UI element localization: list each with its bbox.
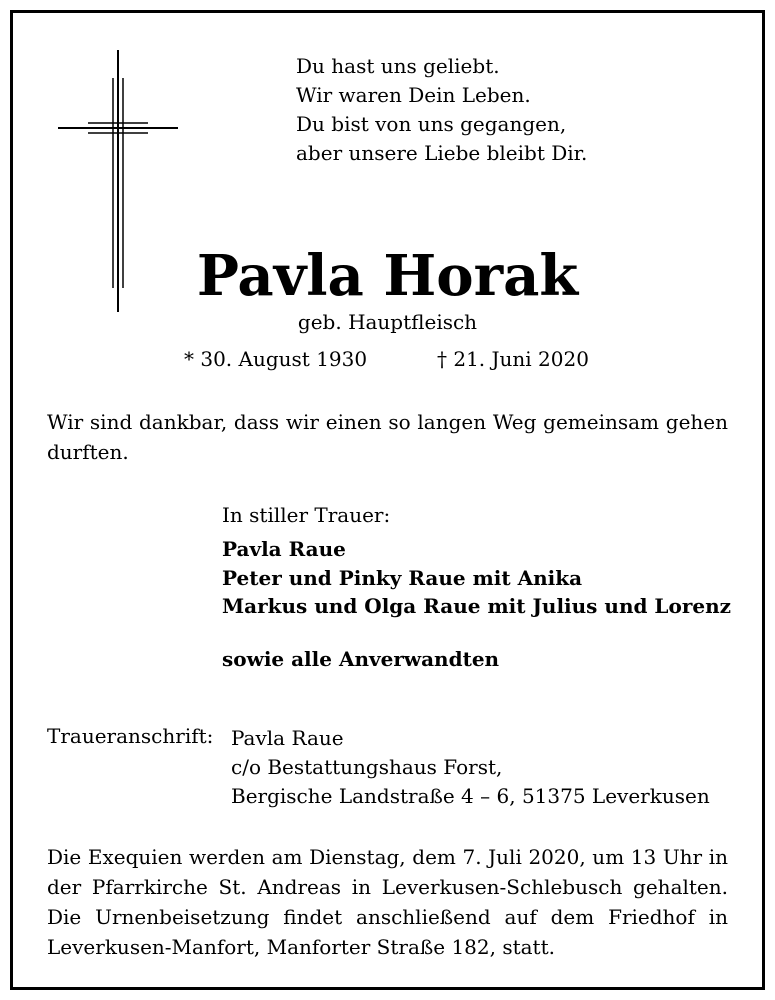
gratitude-text: Wir sind dankbar, dass wir einen so langen Weg gemeinsam gehen durften. — [47, 410, 728, 464]
mourner-name: Pavla Raue — [222, 537, 346, 561]
service-text: Die Exequien werden am Dienstag, dem 7. Juli 2020, um 13 Uhr in der Pfarrkirche St. Andreas in Leverkusen-Schlebusch gehalten. Die Urnenbeisetzung findet anschließend auf dem Friedhof in Leverkusen-Manfort, Manforter Straße 182, statt. — [47, 845, 728, 959]
deceased-name: Pavla Horak — [196, 243, 579, 309]
poem-line: Du hast uns geliebt. — [296, 54, 500, 78]
birth-name: geb. Hauptfleisch — [297, 310, 478, 334]
mourning-address — [231, 724, 710, 811]
poem-line: Du bist von uns gegangen, — [296, 112, 567, 136]
mourner-name: Markus und Olga Raue mit Julius und Lorenz — [222, 594, 731, 618]
address-line: Pavla Raue — [231, 726, 344, 750]
birth-date: * 30. August 1930 — [184, 347, 368, 371]
death-date: † 21. Juni 2020 — [437, 347, 589, 371]
mourner-name: Peter und Pinky Raue mit Anika — [222, 566, 583, 590]
address-line: Bergische Landstraße 4 – 6, 51375 Leverkusen — [231, 784, 710, 808]
relatives-line: sowie alle Anverwandten — [222, 647, 500, 671]
poem-line: Wir waren Dein Leben. — [296, 83, 531, 107]
mourning-heading: In stiller Trauer: — [222, 503, 391, 527]
memorial-poem — [296, 52, 587, 168]
poem-line: aber unsere Liebe bleibt Dir. — [296, 141, 588, 165]
address-line: c/o Bestattungshaus Forst, — [231, 755, 503, 779]
address-label: Traueranschrift: — [47, 724, 214, 748]
